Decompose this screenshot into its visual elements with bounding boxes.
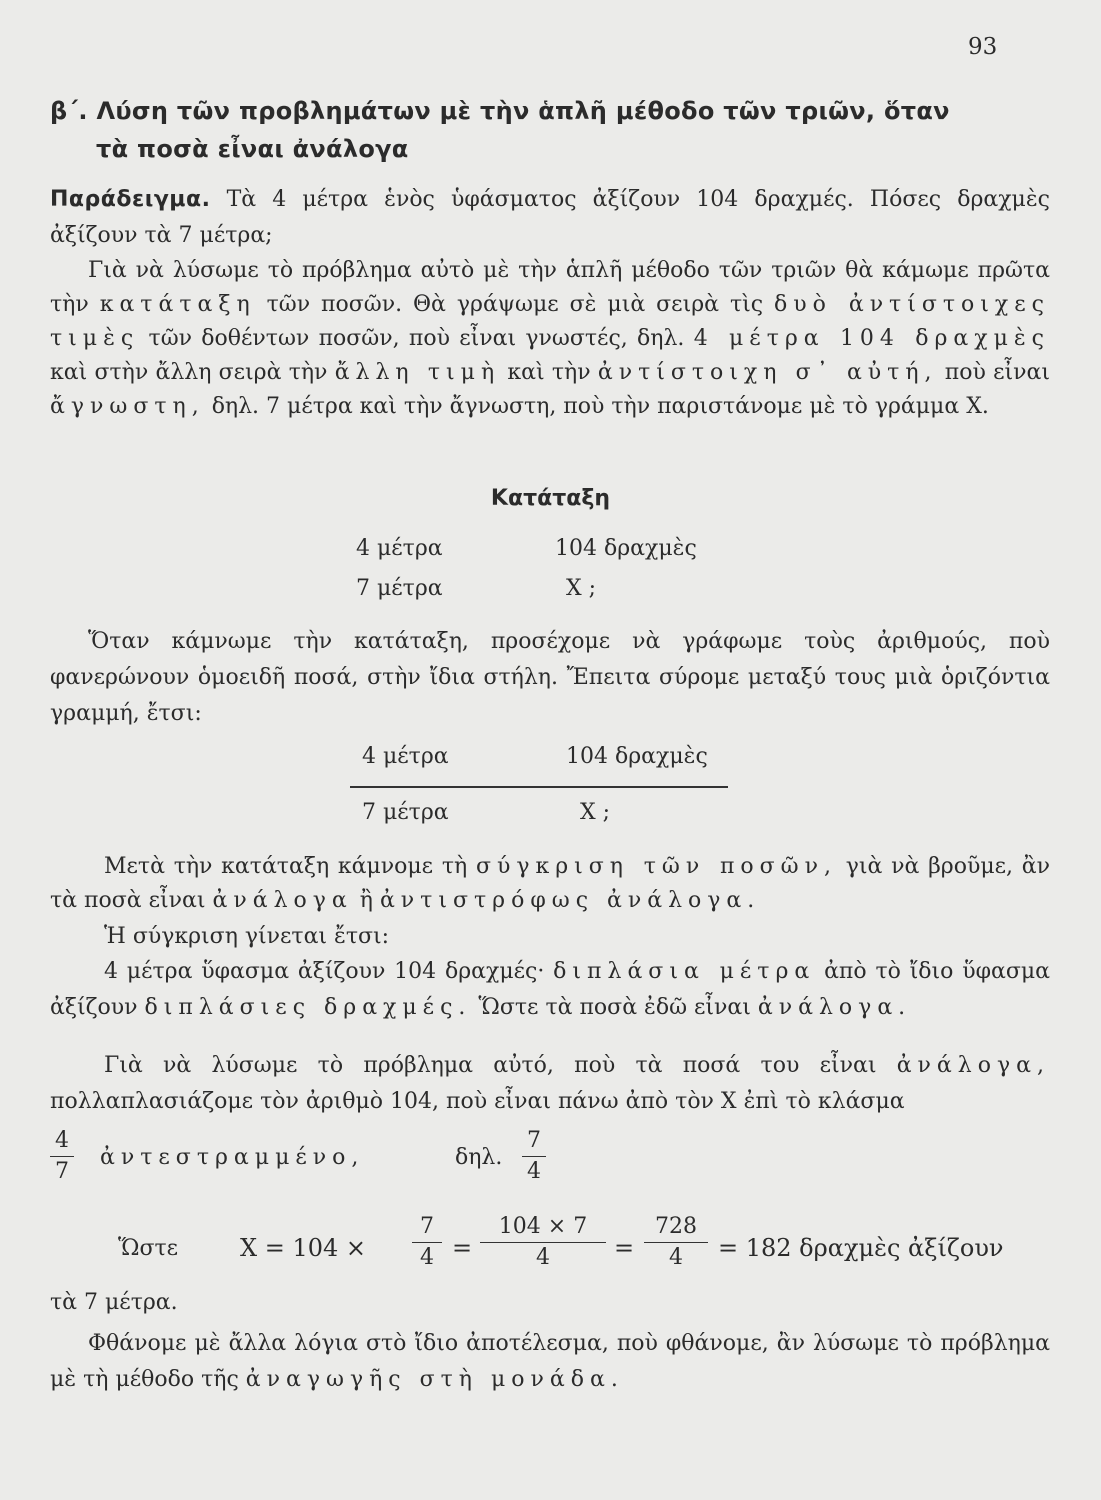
dil-word: δηλ. <box>455 1145 503 1170</box>
fraction-4-7 <box>50 1128 74 1185</box>
spaced-term: ἀνάλογα <box>212 888 353 913</box>
table2-cell: 4 μέτρα <box>362 744 449 769</box>
text-run: Ὥστε τὰ ποσὰ ἐδῶ εἶναι <box>478 995 751 1020</box>
equation-lhs: X = 104 × <box>240 1234 366 1262</box>
spaced-term: 4 μέτρα 104 δραχμὲς <box>693 326 1051 351</box>
paragraph-comparison <box>50 850 1050 918</box>
inverted-word: ἀντεστραμμένο, <box>100 1145 365 1170</box>
text-run: Γιὰ νὰ λύσωμε τὸ πρόβλημα αὐτό, ποὺ τὰ ποσά του εἶναι <box>104 1053 877 1078</box>
numerator: 7 <box>420 1214 434 1239</box>
section-title-line1: β΄. Λύση τῶν προβλημάτων μὲ τὴν ἁπλῆ μέθοδο τῶν τριῶν, ὅταν <box>50 97 950 125</box>
equation-continuation: τὰ 7 μέτρα. <box>50 1290 178 1315</box>
fraction-7-4 <box>522 1128 546 1185</box>
fraction-bar <box>412 1242 442 1243</box>
text-run: Γιὰ νὰ λύσωμε τὸ πρόβλημα αὐτὸ μὲ τὴν ἁπλῆ μέθοδο τῶν τριῶν θὰ κάμωμε πρῶτα τὴν <box>50 258 1050 317</box>
numerator: 104 × 7 <box>498 1214 588 1239</box>
spaced-term: ἀνάλογα, <box>896 1053 1050 1078</box>
denominator: 7 <box>55 1159 69 1184</box>
equals-sign: = <box>614 1234 635 1262</box>
spaced-term: ἀναγωγῆς στὴ μονάδα. <box>245 1367 624 1392</box>
denominator: 4 <box>669 1245 683 1270</box>
text-run: τῶν δοθέντων ποσῶν, ποὺ εἶναι γνωστές, δηλ. <box>148 326 685 351</box>
text-run: 4 μέτρα ὕφασμα ἀξίζουν 104 δραχμές· <box>104 959 545 984</box>
section-title <box>50 92 1060 168</box>
spaced-term: διπλάσια μέτρα <box>553 959 816 984</box>
text-run: πολλαπλασιάζομε τὸν ἀριθμὸ 104, ποὺ εἶναι πάνω ἀπὸ τὸν X ἐπὶ τὸ κλάσμα <box>50 1089 905 1114</box>
arrangement-heading: Κατάταξη <box>490 486 611 511</box>
text-run: καὶ στὴν ἄλλη σειρὰ τὴν <box>50 360 328 385</box>
text-run: γιὰ νὰ βροῦμε, ἂν τὰ ποσὰ εἶναι <box>50 854 1051 913</box>
table1-cell: 7 μέτρα <box>356 576 443 601</box>
paragraph-conclusion <box>50 1326 1050 1398</box>
equals-sign: = <box>452 1234 473 1262</box>
denominator: 4 <box>536 1245 550 1270</box>
paragraph-arrangement <box>50 254 1050 424</box>
text-run: τῶν ποσῶν. Θὰ γράψωμε σὲ μιὰ σειρὰ τὶς <box>266 292 764 317</box>
paragraph-proportional <box>50 954 1050 1026</box>
numerator: 7 <box>527 1128 541 1153</box>
table1-cell: X ; <box>566 576 597 601</box>
section-title-line2: τὰ ποσὰ εἶναι ἀνάλογα <box>96 135 409 163</box>
numerator: 728 <box>655 1214 697 1239</box>
table1-cell: 104 δραχμὲς <box>555 536 697 561</box>
text-run: δηλ. 7 μέτρα καὶ τὴν ἄγνωστη, ποὺ τὴν παριστάνομε μὲ τὸ γράμμα X. <box>211 394 989 419</box>
equation-oste: Ὥστε <box>118 1236 179 1261</box>
fraction-bar <box>50 1156 74 1157</box>
fraction-728-4 <box>644 1214 708 1271</box>
fraction-bar <box>522 1156 546 1157</box>
fraction-bar <box>644 1242 708 1243</box>
text-run: ποὺ εἶναι <box>944 360 1050 385</box>
fraction-104x7-4 <box>480 1214 606 1271</box>
spaced-term: διπλάσιες δραχμές. <box>144 995 472 1020</box>
spaced-term: σύγκριση τῶν ποσῶν, <box>475 854 837 879</box>
table2-cell: 104 δραχμὲς <box>566 744 708 769</box>
spaced-term: ἀντιστρόφως ἀνάλογα. <box>379 888 761 913</box>
horizontal-rule <box>350 786 728 788</box>
table2-cell: 7 μέτρα <box>362 800 449 825</box>
spaced-term: δυὸ ἀντίστοιχες τιμὲς <box>50 292 1050 351</box>
example-label: Παράδειγμα. <box>50 187 211 212</box>
spaced-term: ἀνάλογα. <box>757 995 912 1020</box>
paragraph-columns: Ὅταν κάμνωμε τὴν κατάταξη, προσέχομε νὰ γράφωμε τοὺς ἀριθμούς, ποὺ φανερώνουν ὁμοειδῆ ποσά, στὴν ἴδια στήλη. Ἔπειτα σύρομε μεταξύ τους μιὰ ὁριζόντια γραμμή, ἔτσι: <box>50 629 1050 726</box>
text-run: ἢ <box>359 888 373 913</box>
fraction-bar <box>480 1242 606 1243</box>
denominator: 4 <box>527 1159 541 1184</box>
spaced-term: κατάταξη <box>99 292 256 317</box>
paragraph-comparison-intro: Ἡ σύγκριση γίνεται ἔτσι: <box>104 924 390 949</box>
table2-cell: X ; <box>580 800 611 825</box>
text-run: ἀπὸ τὸ ἴδιο ὕφασμα ἀξίζουν <box>50 959 1051 1020</box>
numerator: 4 <box>55 1128 69 1153</box>
example-text: Τὰ 4 μέτρα ἑνὸς ὑφάσματος ἀξίζουν 104 δραχμές. Πόσες δραχμὲς ἀξίζουν τὰ 7 μέτρα; <box>50 187 1050 248</box>
table1-cell: 4 μέτρα <box>356 536 443 561</box>
fraction-7-4-eq <box>412 1214 442 1271</box>
text-run: καὶ τὴν <box>507 360 591 385</box>
page-number: 93 <box>968 34 998 60</box>
text-run: Φθάνομε μὲ ἄλλα λόγια στὸ ἴδιο ἀποτέλεσμα, ποὺ φθάνομε, ἂν λύσωμε τὸ πρόβλημα μὲ τὴ μέθοδο τῆς <box>50 1331 1050 1392</box>
spaced-term: ἄγνωστη, <box>50 394 205 419</box>
spaced-term: ἀντίστοιχη σ᾽ αὐτή, <box>597 360 938 385</box>
equation-result: = 182 δραχμὲς ἀξίζουν <box>718 1234 1004 1262</box>
spaced-term: ἄλλη τιμὴ <box>334 360 501 385</box>
denominator: 4 <box>420 1245 434 1270</box>
paragraph-solution <box>50 1048 1050 1120</box>
text-run: Μετὰ τὴν κατάταξη κάμνομε τὴ <box>104 854 468 879</box>
example-paragraph <box>50 182 1050 254</box>
